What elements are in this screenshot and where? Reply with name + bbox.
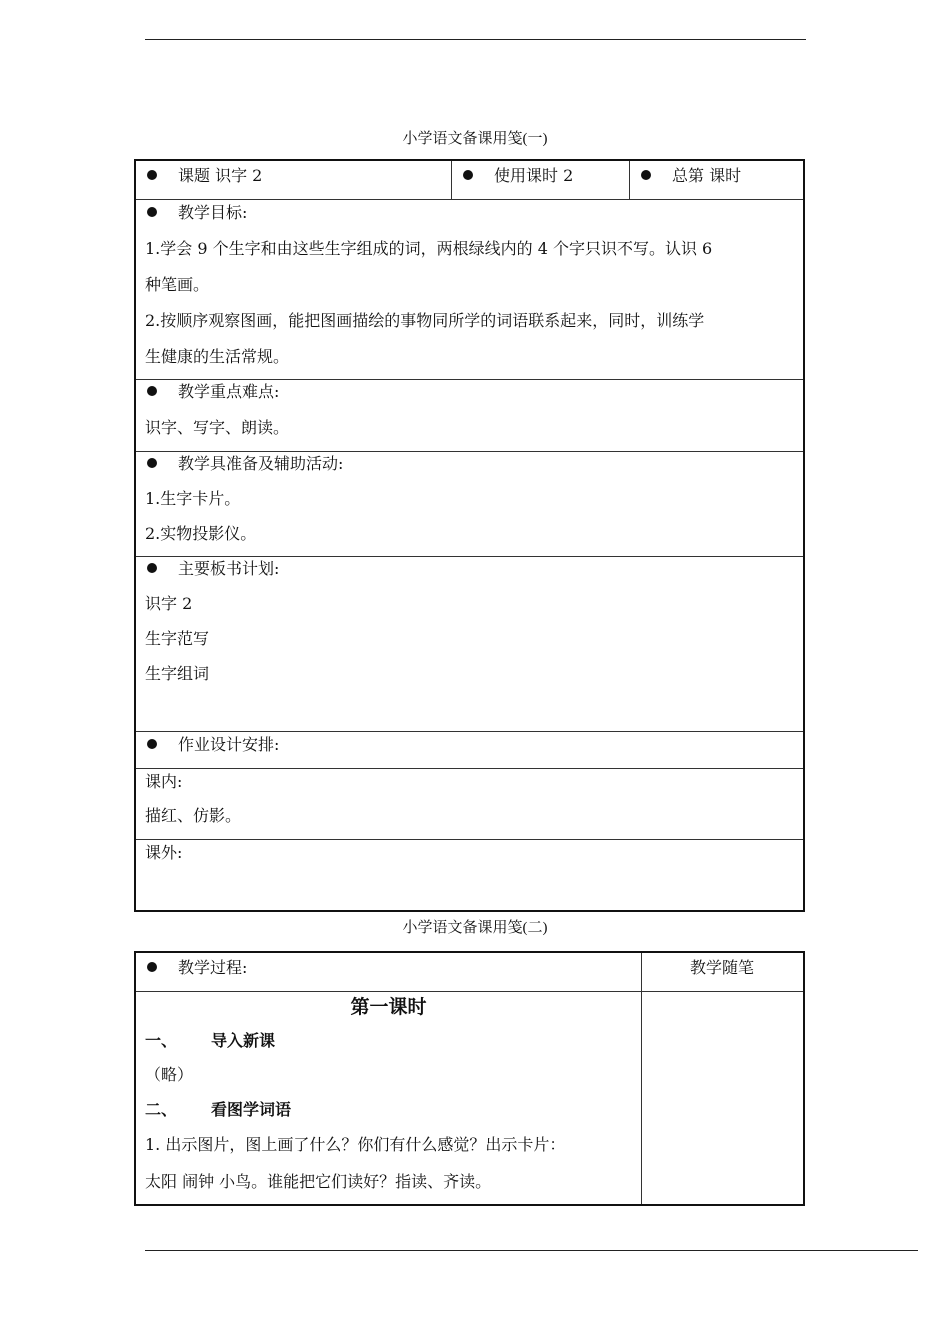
- prep-line: 2.实物投影仪。: [145, 524, 257, 543]
- inclass-line: 描红、仿影。: [145, 806, 242, 825]
- lesson-plan-sheet-2: [134, 951, 805, 1206]
- process-header-row: [136, 953, 803, 992]
- objectives-section: [136, 200, 803, 380]
- homework-heading: 作业设计安排:: [145, 733, 279, 757]
- homework-inclass-section: [136, 769, 803, 840]
- prep-heading: 教学具准备及辅助活动:: [145, 452, 343, 476]
- process-body: [136, 992, 803, 1204]
- column-divider: [641, 992, 642, 1204]
- header-row: [136, 161, 803, 200]
- process-line: 1. 出示图片，图上画了什么？你们有什么感觉？出示卡片：: [145, 1135, 566, 1154]
- hours-cell: [461, 161, 573, 198]
- section-number: 二、: [145, 1100, 178, 1119]
- inclass-label: 课内:: [145, 772, 183, 791]
- footer-rule: [145, 1250, 918, 1251]
- bullet-icon: [463, 170, 473, 180]
- objective-line: 1.学会 9 个生字和由这些生字组成的词，两根绿线内的 4 个字只识不写。认识 6: [145, 239, 713, 258]
- process-heading: 教学过程:: [145, 953, 247, 990]
- objective-line: 2.按顺序观察图画，能把图画描绘的事物同所学的词语联系起来，同时，训练学: [145, 311, 705, 330]
- sheet2-caption: 小学语文备课用笺(二): [402, 920, 548, 936]
- total-label: 总第 课时: [672, 166, 742, 185]
- bullet-icon: [147, 207, 157, 217]
- homework-heading-row: [136, 732, 803, 769]
- board-heading: 主要板书计划:: [145, 557, 279, 581]
- process-line: 太阳 闹钟 小鸟。谁能把它们读好？指读、齐读。: [145, 1172, 492, 1191]
- keypoints-section: [136, 380, 803, 452]
- board-line: 生字组词: [145, 664, 210, 683]
- prep-line: 1.生字卡片。: [145, 489, 241, 508]
- bullet-icon: [641, 170, 651, 180]
- section-number: 一、: [145, 1031, 178, 1050]
- board-plan-section: [136, 557, 803, 732]
- section-title: 看图学词语: [211, 1100, 292, 1119]
- lesson-plan-sheet-1: [134, 159, 805, 912]
- bullet-icon: [147, 739, 157, 749]
- header-rule: [145, 39, 806, 40]
- homework-outclass-section: [136, 840, 803, 909]
- lesson-title: 第一课时: [350, 996, 427, 1018]
- topic-cell: [145, 161, 262, 198]
- section-heading-intro: [145, 1029, 275, 1053]
- prep-section: [136, 452, 803, 557]
- hours-label: 使用课时 2: [494, 166, 574, 185]
- section-text: （略）: [145, 1065, 194, 1084]
- section-heading-words: [145, 1098, 291, 1122]
- bullet-icon: [147, 563, 157, 573]
- keypoints-heading: 教学重点难点:: [145, 380, 279, 404]
- topic-label: 课题 识字 2: [178, 166, 263, 185]
- section-title: 导入新课: [211, 1031, 276, 1050]
- bullet-icon: [147, 170, 157, 180]
- objective-line: 生健康的生活常规。: [145, 347, 290, 366]
- objective-line: 种笔画。: [145, 275, 210, 294]
- column-divider: [451, 161, 452, 199]
- outclass-label: 课外:: [145, 843, 183, 862]
- total-cell: [639, 161, 741, 198]
- objectives-heading: 教学目标:: [145, 201, 247, 225]
- bullet-icon: [147, 458, 157, 468]
- board-line: 识字 2: [145, 594, 193, 613]
- bullet-icon: [147, 386, 157, 396]
- sheet1-caption: 小学语文备课用笺(一): [402, 131, 548, 147]
- keypoints-line: 识字、写字、朗读。: [145, 418, 290, 437]
- bullet-icon: [147, 962, 157, 972]
- notes-heading: 教学随笔: [689, 958, 754, 977]
- board-line: 生字范写: [145, 629, 210, 648]
- column-divider: [629, 161, 630, 199]
